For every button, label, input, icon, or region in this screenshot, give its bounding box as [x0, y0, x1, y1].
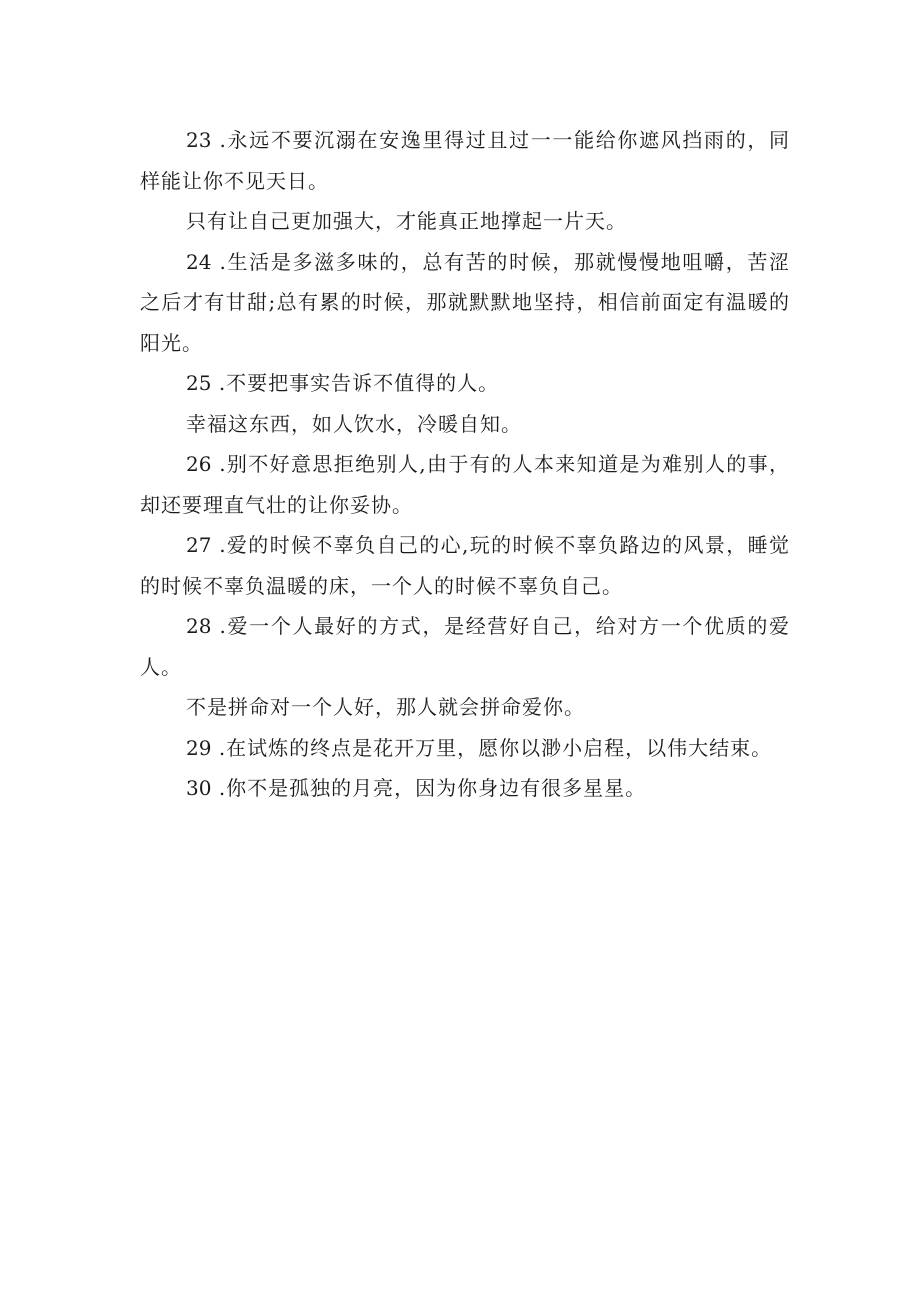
paragraph-29 [140, 728, 790, 769]
paragraph-text: 只有让自己更加强大，才能真正地撑起一片天。 [186, 209, 627, 233]
item-number: 30 [186, 776, 212, 800]
document-body [140, 120, 790, 809]
paragraph-text: .在试炼的终点是花开万里，愿你以渺小启程，以伟大结束。 [218, 735, 773, 760]
item-number: 28 [186, 614, 212, 638]
paragraph-text: .生活是多滋多味的，总有苦的时候，那就慢慢地咀嚼，苦涩之后才有甘甜;总有累的时候，那就默默地坚持，相信前面定有温暖的阳光。 [140, 249, 791, 355]
item-number: 25 [186, 371, 212, 395]
paragraph-text: .你不是孤独的月亮，因为你身边有很多星星。 [218, 776, 647, 800]
item-number: 27 [186, 533, 212, 557]
paragraph-23-continued [140, 201, 790, 242]
paragraph-text: .别不好意思拒绝别人,由于有的人本来知道是为难别人的事，却还要理直气壮的让你妥协。 [140, 452, 790, 517]
paragraph-25-continued [140, 404, 790, 445]
paragraph-23 [140, 120, 790, 201]
item-number: 26 [186, 452, 212, 476]
paragraph-text: .不要把事实告诉不值得的人。 [218, 371, 500, 395]
paragraph-26 [140, 444, 790, 525]
paragraph-text: 不是拼命对一个人好，那人就会拼命爱你。 [186, 695, 585, 719]
paragraph-28 [140, 606, 790, 687]
paragraph-text: .永远不要沉溺在安逸里得过且过一一能给你遮风挡雨的，同样能让你不见天日。 [140, 128, 791, 193]
paragraph-27 [140, 525, 790, 606]
paragraph-30 [140, 768, 790, 809]
item-number: 24 [186, 249, 212, 274]
paragraph-text: 幸福这东西，如人饮水，冷暖自知。 [186, 411, 522, 436]
paragraph-25 [140, 363, 790, 404]
paragraph-text: .爱的时候不辜负自己的心,玩的时候不辜负路边的风景，睡觉的时候不辜负温暖的床，一个人的时候不辜负自己。 [140, 533, 790, 598]
paragraph-24 [140, 242, 790, 364]
paragraph-28-continued [140, 687, 790, 728]
paragraph-text: .爱一个人最好的方式，是经营好自己，给对方一个优质的爱人。 [140, 614, 791, 679]
item-number: 29 [186, 735, 212, 760]
item-number: 23 [186, 128, 212, 152]
